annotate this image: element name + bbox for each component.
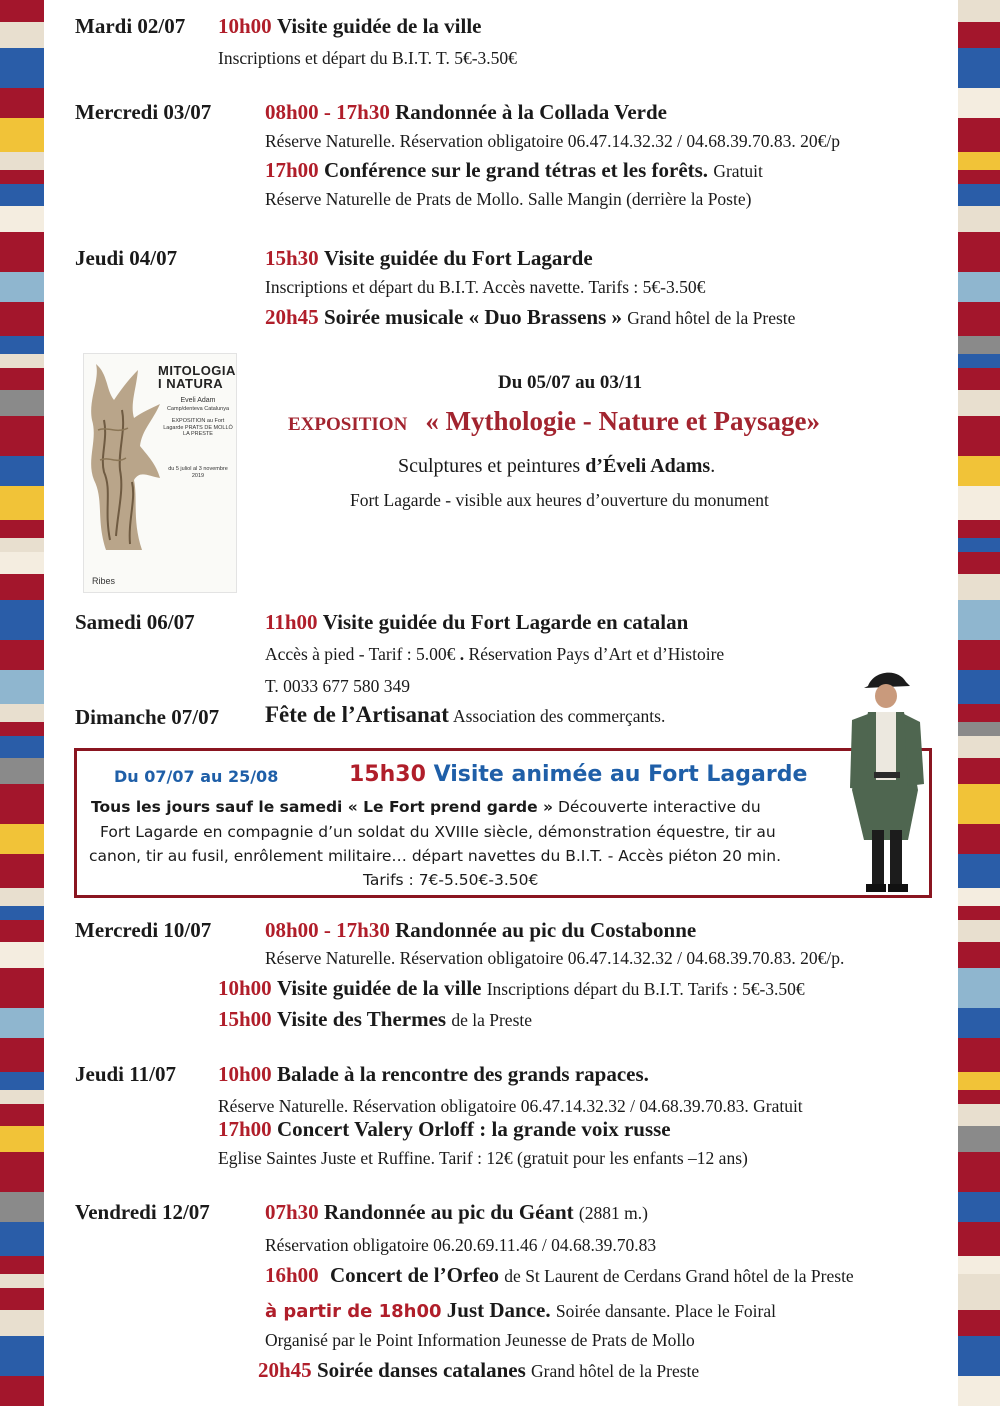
stripe-band (958, 456, 1000, 486)
stripe-band (958, 1310, 1000, 1336)
stripe-band (0, 390, 44, 416)
day-label: Samedi 06/07 (75, 610, 195, 634)
stripe-band (958, 184, 1000, 206)
stripe-band (958, 152, 1000, 170)
poster-author: Eveli Adam (180, 397, 216, 404)
stripe-band (0, 184, 44, 206)
stripe-band (958, 854, 1000, 888)
stripe-band (0, 354, 44, 368)
stripe-band (958, 600, 1000, 640)
exhibition-title: EXPOSITION « Mythologie - Nature et Paysage» (288, 406, 820, 436)
stripe-band (0, 520, 44, 538)
stripe-band (958, 1152, 1000, 1192)
stripe-band (0, 1376, 44, 1406)
stripe-band (0, 1336, 44, 1376)
stripe-band (958, 1222, 1000, 1256)
event-title: 20h45 Soirée danses catalanes Grand hôtel de la Preste (258, 1358, 700, 1382)
stripe-band (0, 486, 44, 520)
stripe-band (958, 538, 1000, 552)
stripe-band (0, 888, 44, 906)
stripe-band (958, 640, 1000, 670)
poster-dates: du 5 juliol al 3 novembre 2019 (168, 466, 228, 479)
stripe-band (0, 272, 44, 302)
stripe-band (958, 824, 1000, 854)
exhibition-artist: Sculptures et peintures d’Éveli Adams. (398, 455, 716, 477)
stripe-band (0, 968, 44, 1008)
event-title: 10h00 Visite guidée de la ville Inscriptions départ du B.I.T. Tarifs : 5€-3.50€ (218, 976, 805, 1000)
event-info: Inscriptions et départ du B.I.T. Accès navette. Tarifs : 5€-3.50€ (265, 277, 706, 297)
event-title: 11h00 Visite guidée du Fort Lagarde en catalan (265, 610, 689, 634)
stripe-band (0, 670, 44, 704)
stripe-band (958, 1038, 1000, 1072)
exhibition-place: Fort Lagarde - visible aux heures d’ouverture du monument (350, 490, 769, 510)
stripe-band (958, 48, 1000, 88)
stripe-band (958, 272, 1000, 302)
fort-lagarde-highlight-box (74, 748, 932, 898)
stripe-band (0, 600, 44, 640)
stripe-band (958, 1126, 1000, 1152)
stripe-band (0, 1288, 44, 1310)
event-info: Réserve Naturelle. Réservation obligatoire 06.47.14.32.32 / 04.68.39.70.83. Gratuit (218, 1096, 803, 1116)
poster-text: EXPOSITION au Fort Lagarde PRATS DE MOLLÓ LA PRESTE (163, 418, 233, 437)
stripe-band (958, 1090, 1000, 1104)
event-title: 08h00 - 17h30 Randonnée à la Collada Verde (265, 100, 667, 124)
stripe-band (958, 968, 1000, 1008)
stripe-band (0, 1152, 44, 1192)
box-line: canon, tir au fusil, enrôlement militaire… départ navettes du B.I.T. - Accès piéton 20 min. (89, 847, 782, 865)
stripe-band (0, 1274, 44, 1288)
event-title: 08h00 - 17h30 Randonnée au pic du Costabonne (265, 918, 697, 942)
stripe-band (958, 1008, 1000, 1038)
stripe-band (0, 722, 44, 736)
stripe-band (958, 1072, 1000, 1090)
box-title: 15h30 Visite animée au Fort Lagarde (349, 762, 808, 787)
stripe-band (958, 1256, 1000, 1274)
stripe-band (0, 1192, 44, 1222)
stripe-band (958, 206, 1000, 232)
stripe-band (0, 1008, 44, 1038)
stripe-band (958, 906, 1000, 920)
stripe-band (0, 736, 44, 758)
stripe-band (0, 170, 44, 184)
stripe-band (0, 232, 44, 272)
stripe-band (0, 368, 44, 390)
stripe-band (0, 758, 44, 784)
stripe-band (958, 888, 1000, 906)
stripe-band (958, 722, 1000, 736)
stripe-band (958, 336, 1000, 354)
stripe-band (958, 758, 1000, 784)
stripe-band (0, 920, 44, 942)
event-info: Eglise Saintes Juste et Ruffine. Tarif : 12€ (gratuit pour les enfants –12 ans) (218, 1148, 748, 1168)
stripe-band (958, 574, 1000, 600)
poster-sponsor-logo: Ribes (92, 576, 116, 586)
stripe-band (958, 0, 1000, 22)
stripe-band (0, 552, 44, 574)
stripe-band (0, 118, 44, 152)
stripe-band (958, 118, 1000, 152)
stripe-band (958, 942, 1000, 968)
stripe-band (958, 784, 1000, 824)
box-line: Fort Lagarde en compagnie d’un soldat du XVIIIe siècle, démonstration équestre, tir au (100, 823, 776, 841)
event-title: 16h00 Concert de l’Orfeo de St Laurent de Cerdans Grand hôtel de la Preste (265, 1263, 854, 1287)
stripe-band (958, 1376, 1000, 1406)
stripe-band (0, 784, 44, 824)
stripe-band (958, 302, 1000, 336)
stripe-band (0, 942, 44, 968)
event-info: Accès à pied - Tarif : 5.00€ . Réservation Pays d’Art et d’Histoire (265, 644, 725, 664)
event-title: 10h00 Balade à la rencontre des grands rapaces. (218, 1062, 649, 1086)
event-info: Organisé par le Point Information Jeunesse de Prats de Mollo (265, 1330, 695, 1350)
event-title: 20h45 Soirée musicale « Duo Brassens » Grand hôtel de la Preste (265, 305, 796, 329)
stripe-band (958, 670, 1000, 704)
poster-title: MITOLOGIA I NATURA (158, 363, 236, 391)
stripe-band (0, 48, 44, 88)
stripe-band (0, 704, 44, 722)
stripe-band (958, 368, 1000, 390)
stripe-band (958, 416, 1000, 456)
exhibition-poster (83, 353, 237, 593)
stripe-band (958, 354, 1000, 368)
box-line: Tarifs : 7€-5.50€-3.50€ (363, 871, 539, 889)
event-info: Réservation obligatoire 06.20.69.11.46 / 04.68.39.70.83 (265, 1235, 657, 1255)
stripe-band (958, 552, 1000, 574)
event-title: 07h30 Randonnée au pic du Géant (2881 m.) (265, 1200, 648, 1224)
stripe-band (0, 1126, 44, 1152)
event-title: 15h30 Visite guidée du Fort Lagarde (265, 246, 593, 270)
stripe-band (0, 152, 44, 170)
event-info: Réserve Naturelle. Réservation obligatoire 06.47.14.32.32 / 04.68.39.70.83. 20€/p. (265, 948, 845, 968)
stripe-band (0, 1256, 44, 1274)
day-label: Mardi 02/07 (75, 14, 186, 38)
stripe-band (958, 520, 1000, 538)
stripe-band (958, 704, 1000, 722)
stripe-band (0, 1310, 44, 1336)
stripe-band (958, 1274, 1000, 1288)
day-label: Mercredi 03/07 (75, 100, 212, 124)
stripe-band (958, 390, 1000, 416)
left-decorative-stripe (0, 0, 44, 1397)
stripe-band (0, 1072, 44, 1090)
day-label: Dimanche 07/07 (75, 705, 220, 729)
stripe-band (0, 416, 44, 456)
stripe-band (0, 0, 44, 22)
stripe-band (0, 336, 44, 354)
event-title: 17h00 Conférence sur le grand tétras et les forêts. Gratuit (265, 158, 763, 182)
right-decorative-stripe (958, 0, 1000, 1397)
stripe-band (0, 456, 44, 486)
event-title: Fête de l’Artisanat Association des commerçants. (265, 702, 666, 727)
stripe-band (0, 574, 44, 600)
stripe-band (0, 302, 44, 336)
event-title: 10h00 Visite guidée de la ville (218, 14, 482, 38)
event-title: 17h00 Concert Valery Orloff : la grande voix russe (218, 1117, 671, 1141)
stripe-band (0, 1038, 44, 1072)
stripe-band (958, 1104, 1000, 1126)
driftwood-sculpture-image (86, 360, 164, 556)
stripe-band (0, 22, 44, 48)
event-title: 15h00 Visite des Thermes de la Preste (218, 1007, 533, 1031)
event-info: T. 0033 677 580 349 (265, 676, 411, 696)
day-label: Vendredi 12/07 (75, 1200, 210, 1224)
stripe-band (0, 854, 44, 888)
stripe-band (0, 1104, 44, 1126)
stripe-band (958, 1288, 1000, 1310)
stripe-band (958, 170, 1000, 184)
stripe-band (958, 232, 1000, 272)
exhibition-dates: Du 05/07 au 03/11 (498, 372, 643, 393)
soldier-figure-image (838, 660, 934, 894)
stripe-band (0, 824, 44, 854)
poster-subtitle: Camp/denteva Catalunya (166, 406, 230, 412)
stripe-band (0, 906, 44, 920)
day-label: Jeudi 11/07 (75, 1062, 176, 1086)
stripe-band (958, 88, 1000, 118)
box-line: Tous les jours sauf le samedi « Le Fort prend garde » Découverte interactive du (91, 798, 761, 816)
stripe-band (958, 920, 1000, 942)
day-label: Mercredi 10/07 (75, 918, 212, 942)
stripe-band (0, 88, 44, 118)
stripe-band (958, 486, 1000, 520)
stripe-band (958, 1336, 1000, 1376)
day-label: Jeudi 04/07 (75, 246, 178, 270)
event-title: à partir de 18h00 Just Dance. Soirée dansante. Place le Foiral (265, 1298, 776, 1322)
stripe-band (0, 1222, 44, 1256)
box-dates: Du 07/07 au 25/08 (114, 767, 279, 786)
stripe-band (0, 206, 44, 232)
event-info: Inscriptions et départ du B.I.T. T. 5€-3.50€ (218, 48, 517, 68)
stripe-band (0, 538, 44, 552)
event-info: Réserve Naturelle de Prats de Mollo. Salle Mangin (derrière la Poste) (265, 189, 752, 209)
stripe-band (958, 1192, 1000, 1222)
stripe-band (958, 22, 1000, 48)
event-info: Réserve Naturelle. Réservation obligatoire 06.47.14.32.32 / 04.68.39.70.83. 20€/p (265, 131, 840, 151)
stripe-band (0, 1090, 44, 1104)
stripe-band (0, 640, 44, 670)
stripe-band (958, 736, 1000, 758)
